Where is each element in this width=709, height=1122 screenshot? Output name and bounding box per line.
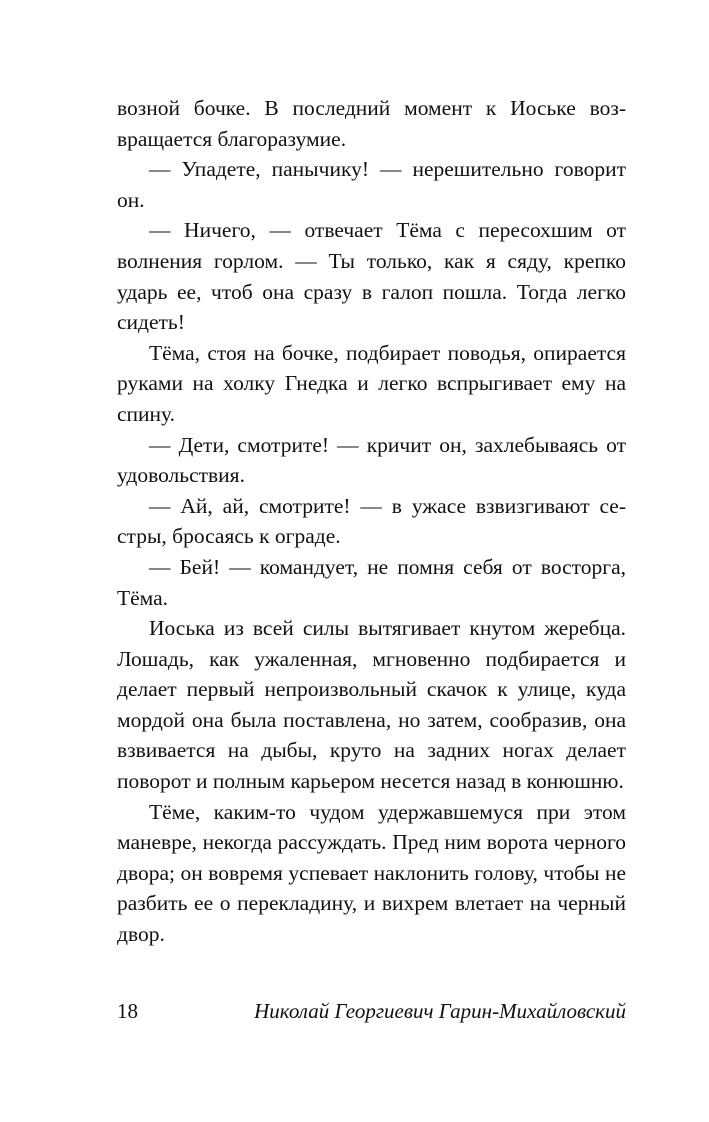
paragraph: — Ай, ай, смотрите! — в ужасе взвизгивают сестры, бросаясь к ограде.	[117, 493, 626, 549]
book-page	[117, 93, 626, 950]
page-footer	[117, 996, 626, 1026]
page-text	[117, 93, 626, 950]
paragraph: Тёма, стоя на бочке, подбирает поводья, опирается руками на холку Гнедка и легко вспрыгивает ему на спину.	[117, 340, 626, 426]
paragraph: — Упадете, панычику! — нерешительно говорит он.	[117, 157, 626, 212]
paragraph: Иоська из всей силы вытягивает кнутом жеребца. Лошадь, как ужаленная, мгновенно подбирается и делает первый непроизвольный скачок к улице, куда мордой она была поставлена, но затем, сообразив, она взвивается на дыбы, круто на задних ногах делает поворот и полным карьером несется назад в конюшню.	[117, 616, 626, 794]
paragraph: — Бей! — командует, не помня себя от восторга, Тёма.	[117, 554, 626, 610]
paragraph: Тёме, каким-то чудом удержавшемуся при этом маневре, некогда рассуждать. Пред ним ворота черного двора; он вовремя успевает наклонить голову, чтобы не разбить ее о перекладину, и вихрем влетает на черный двор.	[117, 799, 626, 947]
paragraph-continued: возной бочке. В последний момент к Иоське возвращается благоразумие.	[117, 96, 626, 151]
paragraph: — Ничего, — отвечает Тёма с пересохшим от волнения горлом. — Ты только, как я сяду, крепко ударь ее, чтоб она сразу в галоп пошла. Тогда легко сидеть!	[117, 218, 626, 335]
running-footer-author: Николай Георгиевич Гарин-Михайловский	[254, 999, 626, 1023]
page-number: 18	[117, 999, 138, 1023]
paragraph: — Дети, смотрите! — кричит он, захлебываясь от удовольствия.	[117, 432, 626, 488]
